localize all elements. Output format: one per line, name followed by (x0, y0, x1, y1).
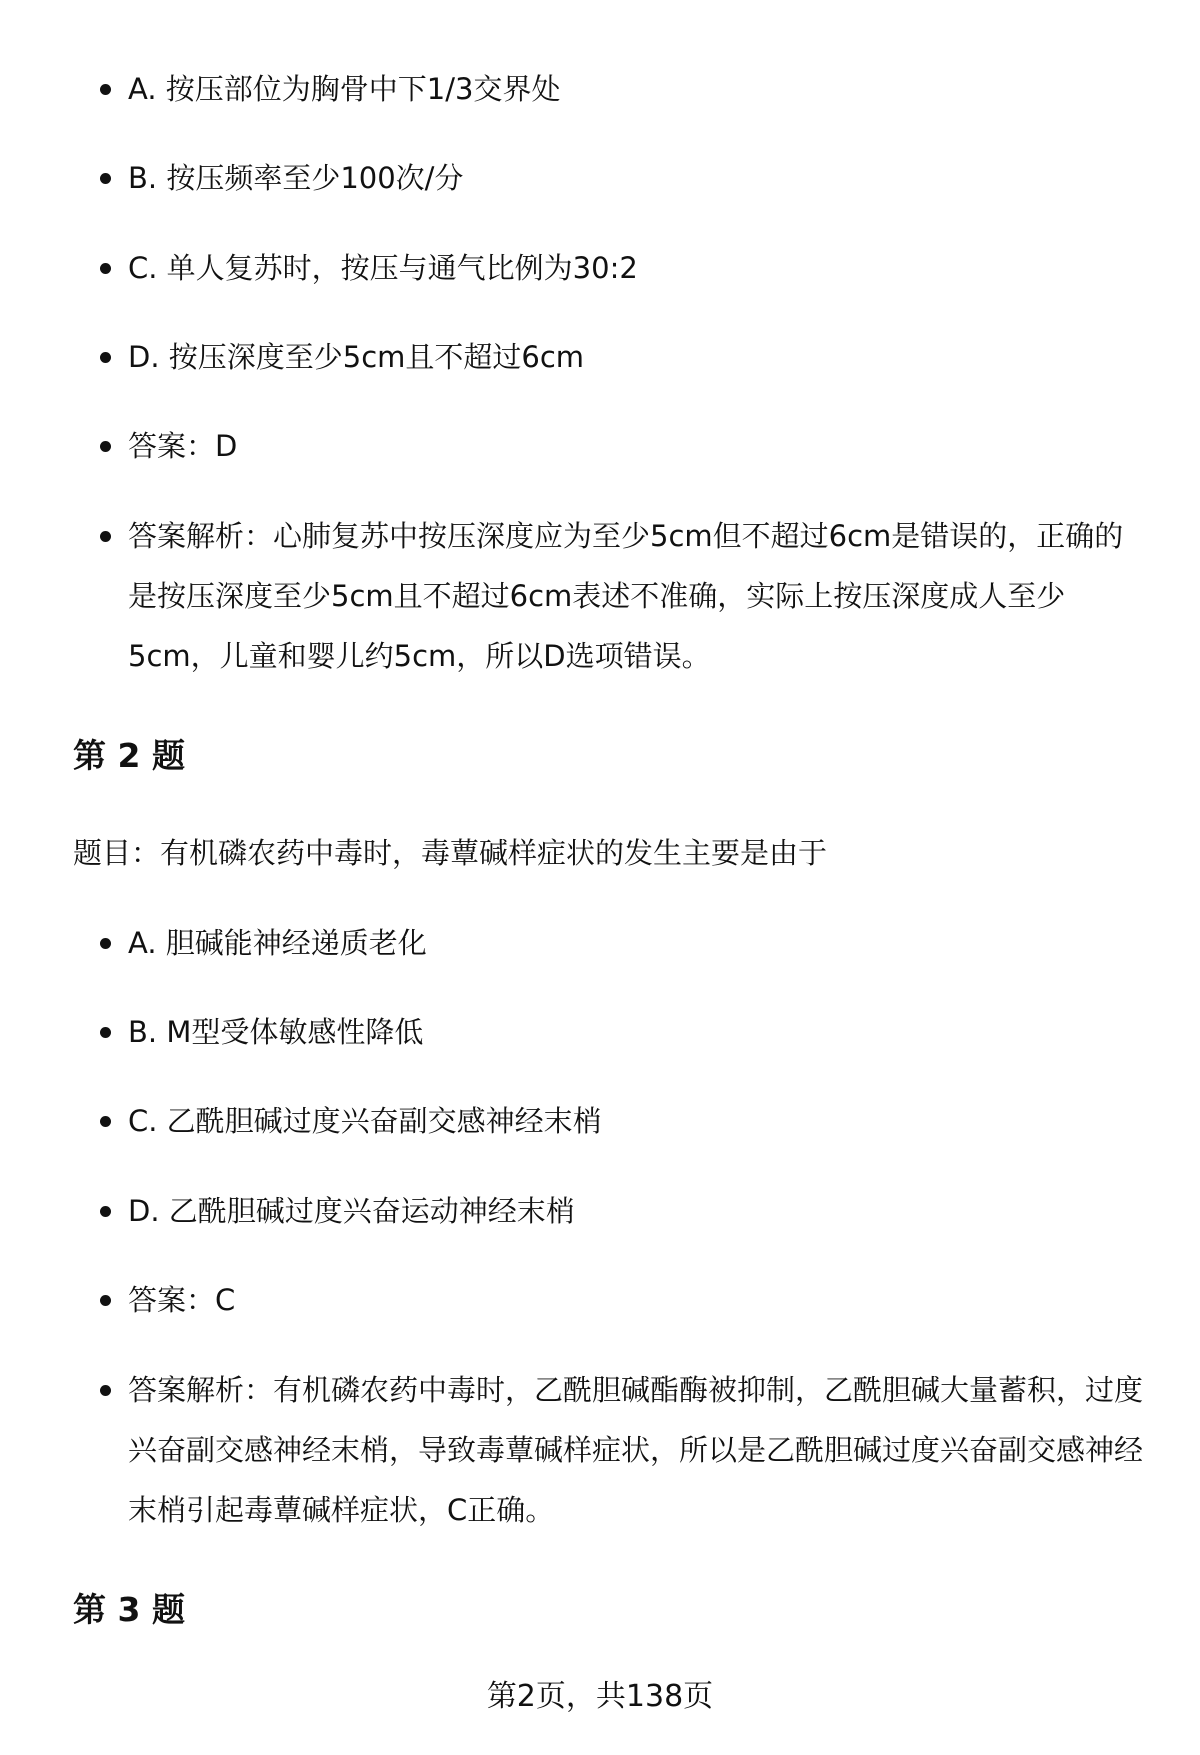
q2-stem: 题目：有机磷农药中毒时，毒蕈碱样症状的发生主要是由于 (73, 836, 828, 870)
q2-option-b: B. M型受体敏感性降低 (128, 1002, 1148, 1062)
q2-option-c: C. 乙酰胆碱过度兴奋副交感神经末梢 (128, 1091, 1148, 1151)
q1-option-c: C. 单人复苏时，按压与通气比例为30:2 (128, 238, 1148, 298)
q2-explanation: 答案解析：有机磷农药中毒时，乙酰胆碱酯酶被抑制，乙酰胆碱大量蓄积，过度兴奋副交感神经末梢，导致毒蕈碱样症状，所以是乙酰胆碱过度兴奋副交感神经末梢引起毒蕈碱样症状，C正确。 (128, 1360, 1148, 1540)
q1-explanation: 答案解析：心肺复苏中按压深度应为至少5cm但不超过6cm是错误的，正确的是按压深度至少5cm且不超过6cm表述不准确，实际上按压深度成人至少5cm，儿童和婴儿约5cm，所以D选项错误。 (128, 506, 1148, 686)
q2-answer: 答案：C (128, 1270, 1148, 1330)
q2-heading: 第 2 题 (73, 736, 185, 775)
q1-option-a: A. 按压部位为胸骨中下1/3交界处 (128, 59, 1148, 119)
q3-heading: 第 3 题 (73, 1590, 185, 1629)
q1-option-b: B. 按压频率至少100次/分 (128, 148, 1148, 208)
page-footer: 第2页，共138页 (486, 1679, 714, 1714)
q2-option-a: A. 胆碱能神经递质老化 (128, 913, 1148, 973)
q2-option-d: D. 乙酰胆碱过度兴奋运动神经末梢 (128, 1181, 1148, 1241)
q1-option-d: D. 按压深度至少5cm且不超过6cm (128, 327, 1148, 387)
q1-answer: 答案：D (128, 416, 1148, 476)
